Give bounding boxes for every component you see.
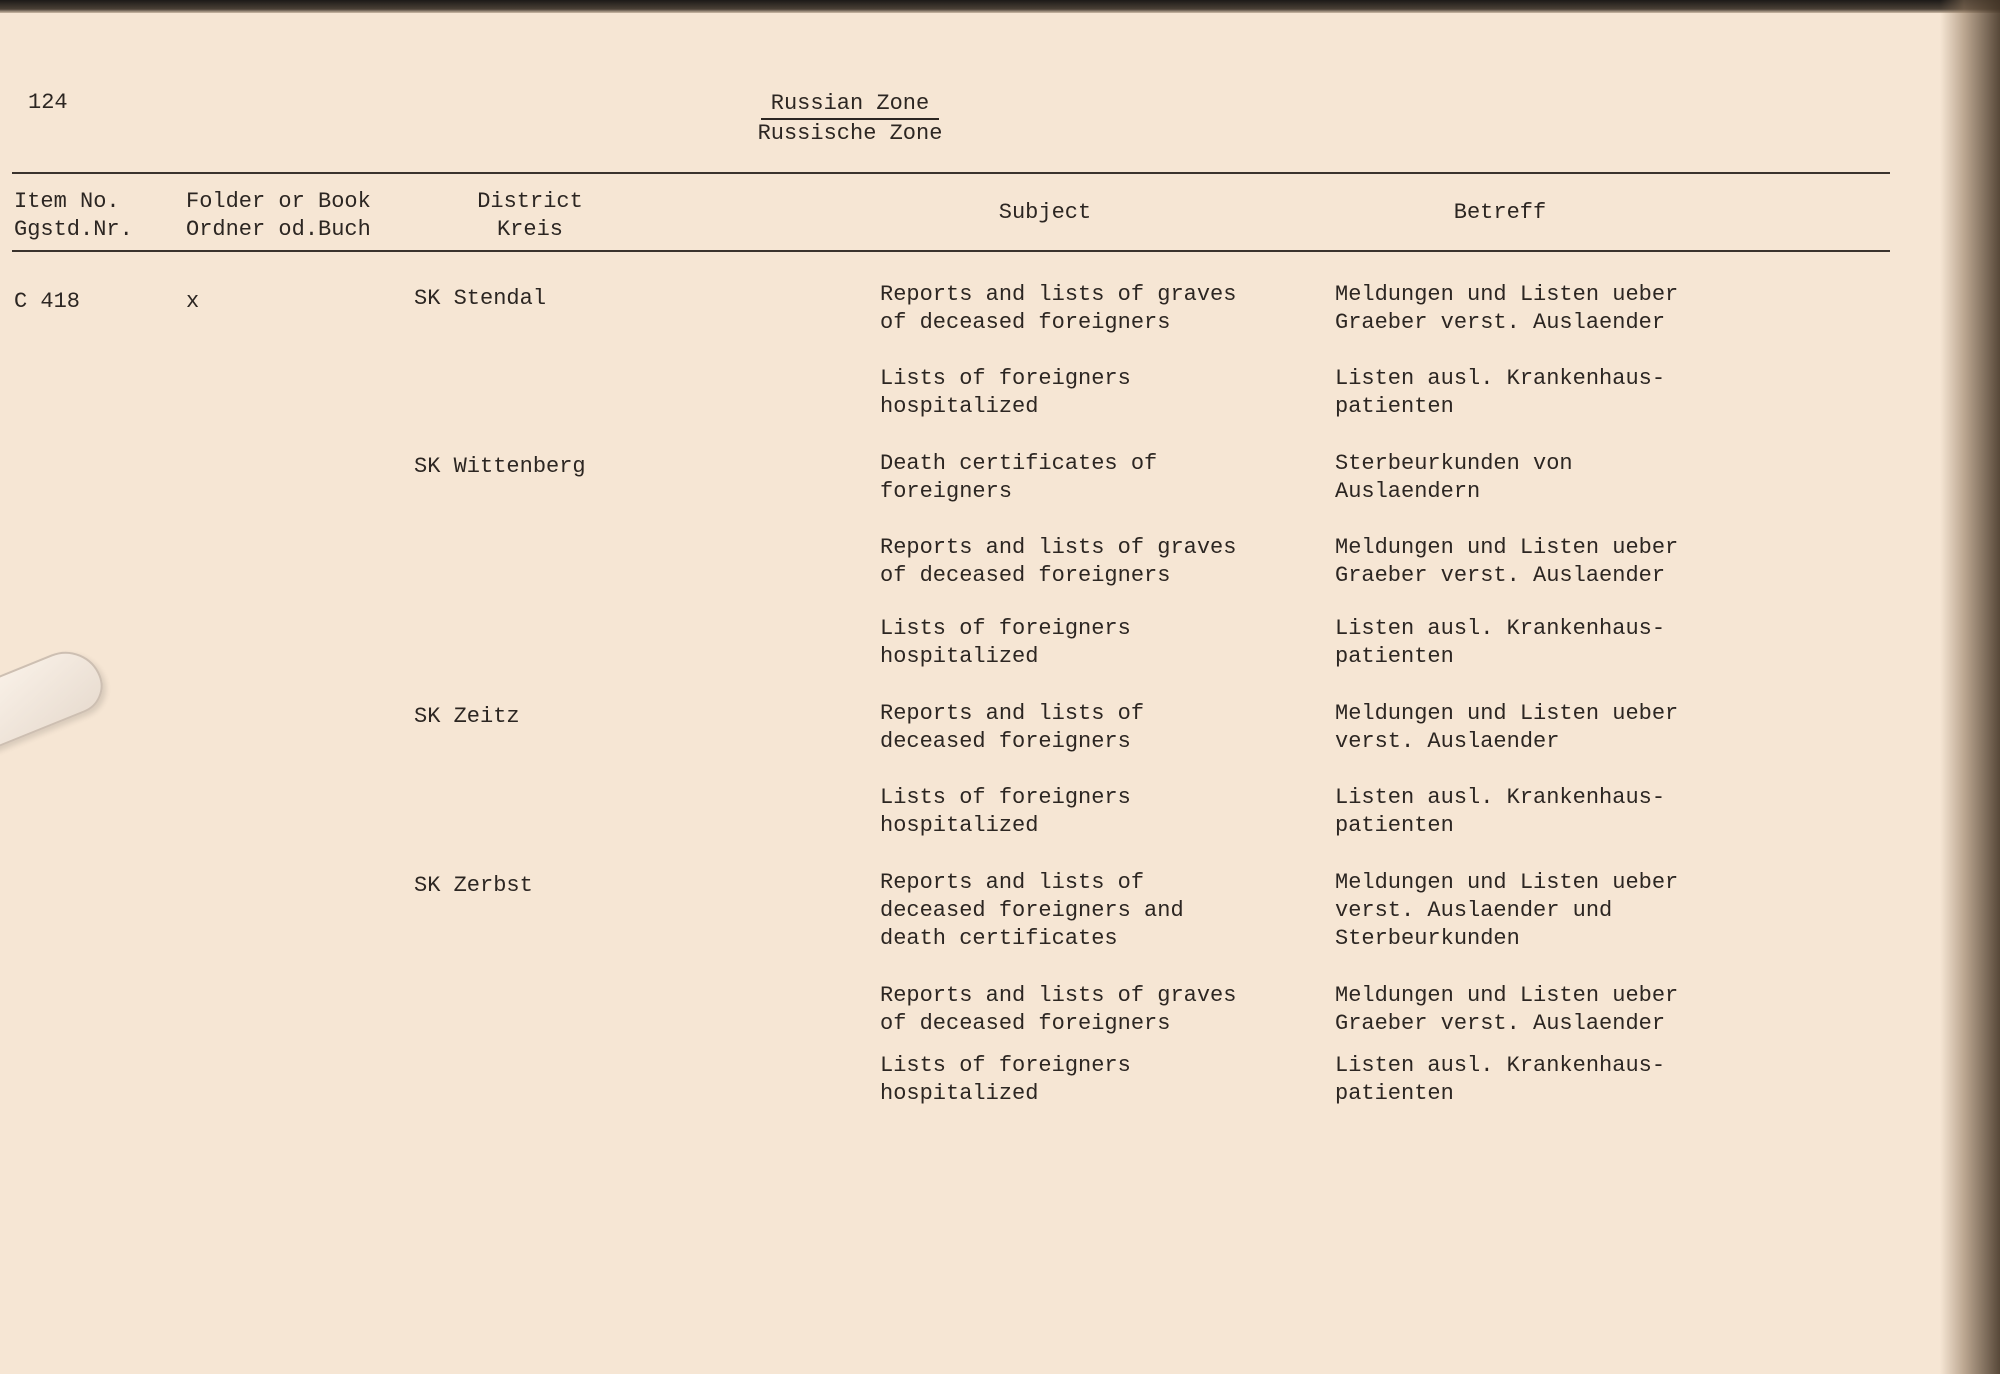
subject-entry: Lists of foreigners hospitalized [880, 616, 1131, 669]
subject-entry: Lists of foreigners hospitalized [880, 1053, 1131, 1106]
subject-entry: Reports and lists of graves of deceased foreigners [880, 983, 1237, 1036]
page-curl-decoration [0, 640, 111, 755]
book-top-edge [0, 0, 2000, 13]
header-betreff: Betreff [1453, 200, 1547, 225]
betreff-entry: Meldungen und Listen ueber Graeber verst. Auslaender [1335, 983, 1679, 1036]
district-wittenberg: SK Wittenberg [414, 454, 586, 479]
district-zeitz: SK Zeitz [414, 704, 520, 729]
zone-title [750, 90, 950, 147]
header-top-rule [12, 172, 1890, 174]
betreff-entry: Listen ausl. Krankenhaus- patienten [1335, 616, 1666, 669]
subject-entry: Lists of foreigners hospitalized [880, 366, 1131, 419]
subject-entry: Reports and lists of deceased foreigners [880, 701, 1145, 754]
header-item-no: Item No. Ggstd.Nr. [14, 189, 133, 242]
zone-title-english: Russian Zone [761, 90, 939, 120]
book-spine-shadow [1940, 0, 2000, 1374]
betreff-entry: Meldungen und Listen ueber verst. Auslaender und Sterbeurkunden [1335, 870, 1679, 951]
betreff-entry: Meldungen und Listen ueber Graeber verst. Auslaender [1335, 282, 1679, 335]
district-stendal: SK Stendal [414, 286, 547, 311]
header-bottom-rule [12, 250, 1890, 252]
betreff-entry: Meldungen und Listen ueber Graeber verst. Auslaender [1335, 535, 1679, 588]
subject-entry: Reports and lists of graves of deceased foreigners [880, 535, 1237, 588]
betreff-entry: Meldungen und Listen ueber verst. Auslaender [1335, 701, 1679, 754]
district-zerbst: SK Zerbst [414, 873, 533, 898]
subject-entry: Lists of foreigners hospitalized [880, 785, 1131, 838]
subject-entry: Death certificates of foreigners [880, 451, 1158, 504]
zone-title-german: Russische Zone [757, 121, 943, 146]
header-folder: Folder or Book Ordner od.Buch [186, 189, 371, 242]
betreff-entry: Listen ausl. Krankenhaus- patienten [1335, 785, 1666, 838]
header-district: District Kreis [477, 189, 583, 242]
item-number: C 418 [14, 289, 81, 314]
betreff-entry: Listen ausl. Krankenhaus- patienten [1335, 366, 1666, 419]
betreff-entry: Listen ausl. Krankenhaus- patienten [1335, 1053, 1666, 1106]
page-number: 124 [28, 90, 68, 115]
folder-mark: x [186, 289, 200, 314]
subject-entry: Reports and lists of deceased foreigners and death certificates [880, 870, 1184, 951]
subject-entry: Reports and lists of graves of deceased foreigners [880, 282, 1237, 335]
header-subject: Subject [998, 200, 1092, 225]
betreff-entry: Sterbeurkunden von Auslaendern [1335, 451, 1573, 504]
